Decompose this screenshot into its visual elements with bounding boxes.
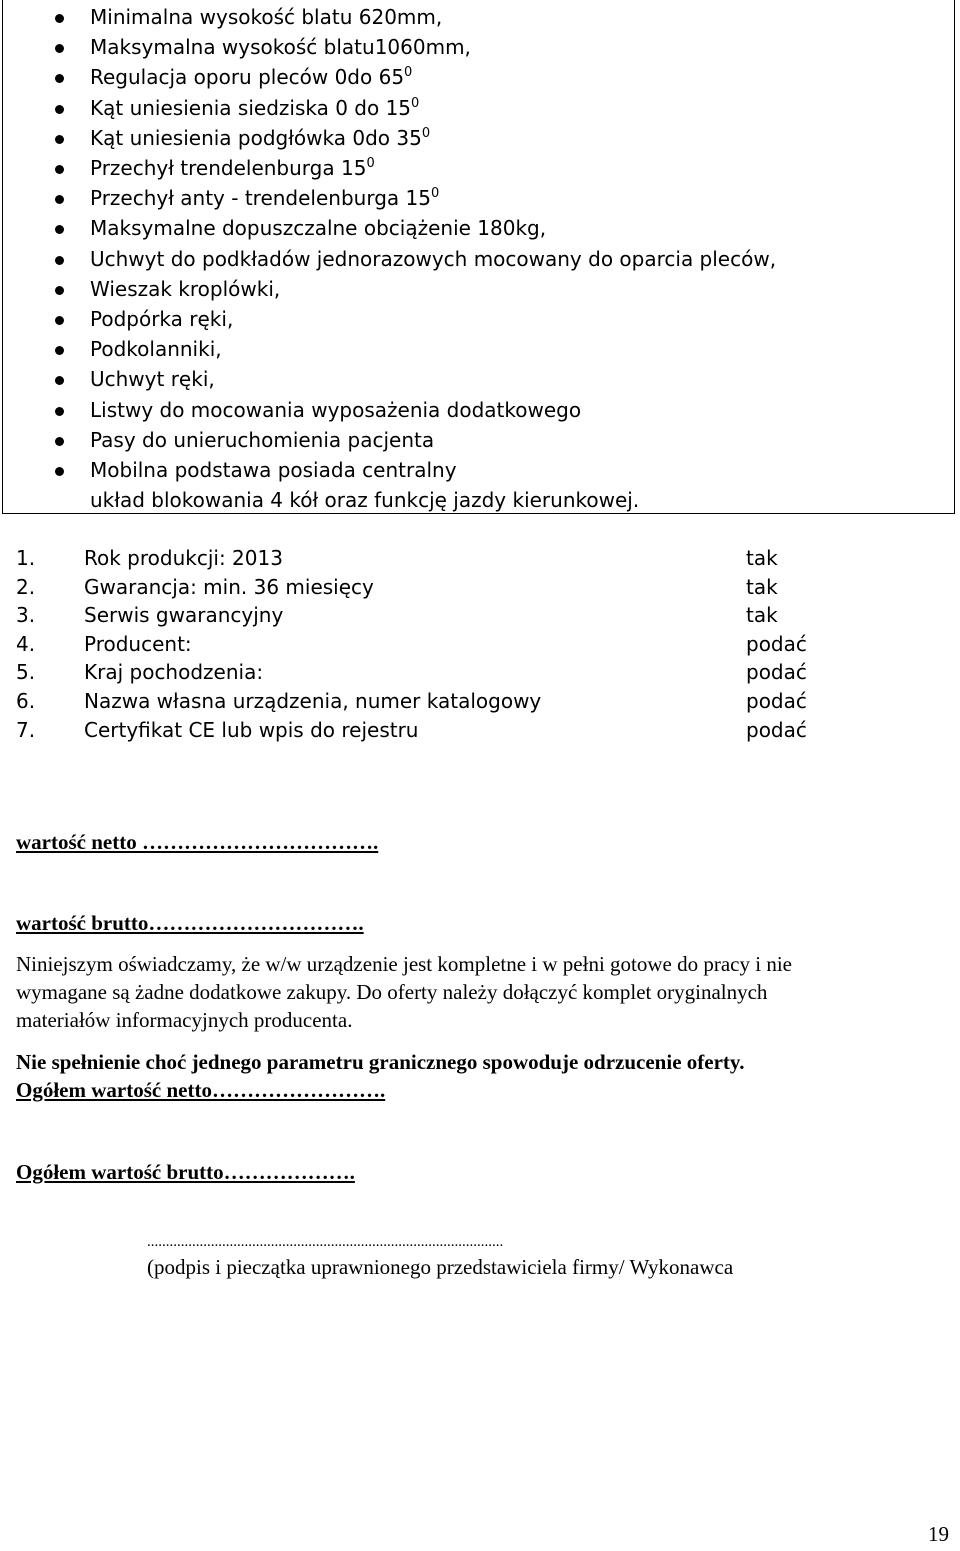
requirement-row xyxy=(16,716,836,744)
requirement-label: Producent: xyxy=(84,631,192,656)
requirement-number: 1. xyxy=(16,546,36,570)
requirement-row xyxy=(16,544,836,572)
degree-superscript: 0 xyxy=(366,156,375,171)
spec-continuation: układ blokowania 4 kół oraz funkcję jazdy kierunkowej. xyxy=(90,488,640,512)
requirement-row xyxy=(16,601,836,629)
spec-list-item xyxy=(90,277,280,301)
requirement-value: tak xyxy=(746,574,778,599)
requirement-label: Certyfikat CE lub wpis do rejestru xyxy=(84,717,419,742)
spec-list-item xyxy=(90,156,375,180)
spec-list-item xyxy=(90,5,442,29)
spec-item-text: Maksymalna wysokość blatu1060mm, xyxy=(90,35,471,60)
bullet-icon xyxy=(55,105,64,114)
spec-list-item xyxy=(90,65,412,89)
grand-gross-value-line: Ogółem wartość brutto………………. xyxy=(16,1160,355,1184)
spec-list-item xyxy=(90,367,215,391)
requirement-number: 4. xyxy=(16,631,36,656)
spec-list-item xyxy=(90,216,546,240)
declaration-line-2: wymagane są żadne dodatkowe zakupy. Do oferty należy dołączyć komplet oryginalnych xyxy=(16,980,768,1004)
spec-item-text: Podpórka ręki, xyxy=(90,307,234,331)
spec-item-text: Przechył trendelenburga 15 xyxy=(90,156,367,180)
signature-dots: ............................................................................................... xyxy=(147,1234,504,1250)
page-number: 19 xyxy=(928,1522,949,1546)
requirement-label: Rok produkcji: 2013 xyxy=(84,546,283,570)
declaration-line-3: materiałów informacyjnych producenta. xyxy=(16,1008,353,1032)
degree-superscript: 0 xyxy=(404,65,413,81)
requirement-value: podać xyxy=(746,717,807,742)
bullet-icon xyxy=(55,256,64,265)
requirement-label: Kraj pochodzenia: xyxy=(84,660,264,685)
spec-item-text: Minimalna wysokość blatu 620mm, xyxy=(90,5,443,29)
requirement-number: 5. xyxy=(16,660,36,685)
spec-list-item xyxy=(90,398,581,422)
spec-item-text: Uchwyt ręki, xyxy=(90,367,215,392)
requirement-label: Gwarancja: min. 36 miesięcy xyxy=(84,574,374,599)
bullet-icon xyxy=(55,14,64,23)
spec-list-item xyxy=(90,458,457,482)
spec-item-text: Kąt uniesienia siedziska 0 do 15 xyxy=(90,95,412,120)
spec-item-text: Pasy do unieruchomienia pacjenta xyxy=(90,427,435,452)
spec-list-item xyxy=(90,96,419,120)
spec-item-text: Mobilna podstawa posiada centralny xyxy=(90,458,457,482)
bullet-icon xyxy=(55,316,64,325)
spec-list-item xyxy=(90,428,434,452)
spec-list-item xyxy=(90,337,222,361)
requirement-number: 7. xyxy=(16,717,36,742)
requirement-label: Serwis gwarancyjny xyxy=(84,603,284,628)
declaration-line-1: Niniejszym oświadczamy, że w/w urządzenie jest kompletne i w pełni gotowe do pracy i nie xyxy=(16,952,792,976)
requirement-row xyxy=(16,658,836,686)
requirement-value: podać xyxy=(746,631,807,656)
spec-item-text: Kąt uniesienia podgłówka 0do 35 xyxy=(90,125,422,150)
requirement-value: podać xyxy=(746,660,807,685)
signature-caption: (podpis i pieczątka uprawnionego przedstawiciela firmy/ Wykonawca xyxy=(147,1255,734,1279)
requirement-row xyxy=(16,687,836,715)
spec-list-item xyxy=(90,247,776,271)
spec-list-item xyxy=(90,126,430,150)
requirement-label: Nazwa własna urządzenia, numer katalogowy xyxy=(84,689,542,713)
bullet-icon xyxy=(55,437,64,446)
spec-list-item xyxy=(90,186,439,210)
spec-item-text: Przechył anty - trendelenburga 15 xyxy=(90,186,431,211)
rejection-warning: Nie spełnienie choć jednego parametru granicznego spowoduje odrzucenie oferty. xyxy=(16,1050,745,1074)
spec-list-item xyxy=(90,35,471,59)
requirement-number: 3. xyxy=(16,603,36,628)
requirement-row xyxy=(16,630,836,658)
requirement-value: tak xyxy=(746,546,778,570)
bullet-icon xyxy=(55,407,64,416)
degree-superscript: 0 xyxy=(421,125,431,141)
gross-value-line: wartość brutto…………………………. xyxy=(16,911,364,935)
requirement-number: 6. xyxy=(16,689,36,713)
spec-item-text: Podkolanniki, xyxy=(90,337,222,362)
grand-net-value-line: Ogółem wartość netto……………………. xyxy=(16,1078,386,1102)
spec-item-text: Maksymalne dopuszczalne obciążenie 180kg, xyxy=(90,216,547,241)
bullet-icon xyxy=(55,467,64,476)
degree-superscript: 0 xyxy=(430,186,440,202)
spec-item-text: Regulacja oporu pleców 0do 65 xyxy=(90,65,405,90)
bullet-icon xyxy=(55,286,64,295)
requirement-number: 2. xyxy=(16,574,36,599)
spec-item-text: Wieszak kroplówki, xyxy=(90,276,281,301)
spec-list-item xyxy=(90,307,233,331)
degree-superscript: 0 xyxy=(411,95,420,111)
requirement-value: podać xyxy=(746,689,807,713)
requirement-value: tak xyxy=(746,603,778,628)
spec-item-text: Listwy do mocowania wyposażenia dodatkowego xyxy=(90,397,582,422)
bullet-icon xyxy=(55,135,64,144)
bullet-icon xyxy=(55,165,64,174)
requirement-row xyxy=(16,573,836,601)
spec-item-text: Uchwyt do podkładów jednorazowych mocowany do oparcia pleców, xyxy=(90,246,777,271)
net-value-line: wartość netto ……………………………. xyxy=(16,830,379,854)
